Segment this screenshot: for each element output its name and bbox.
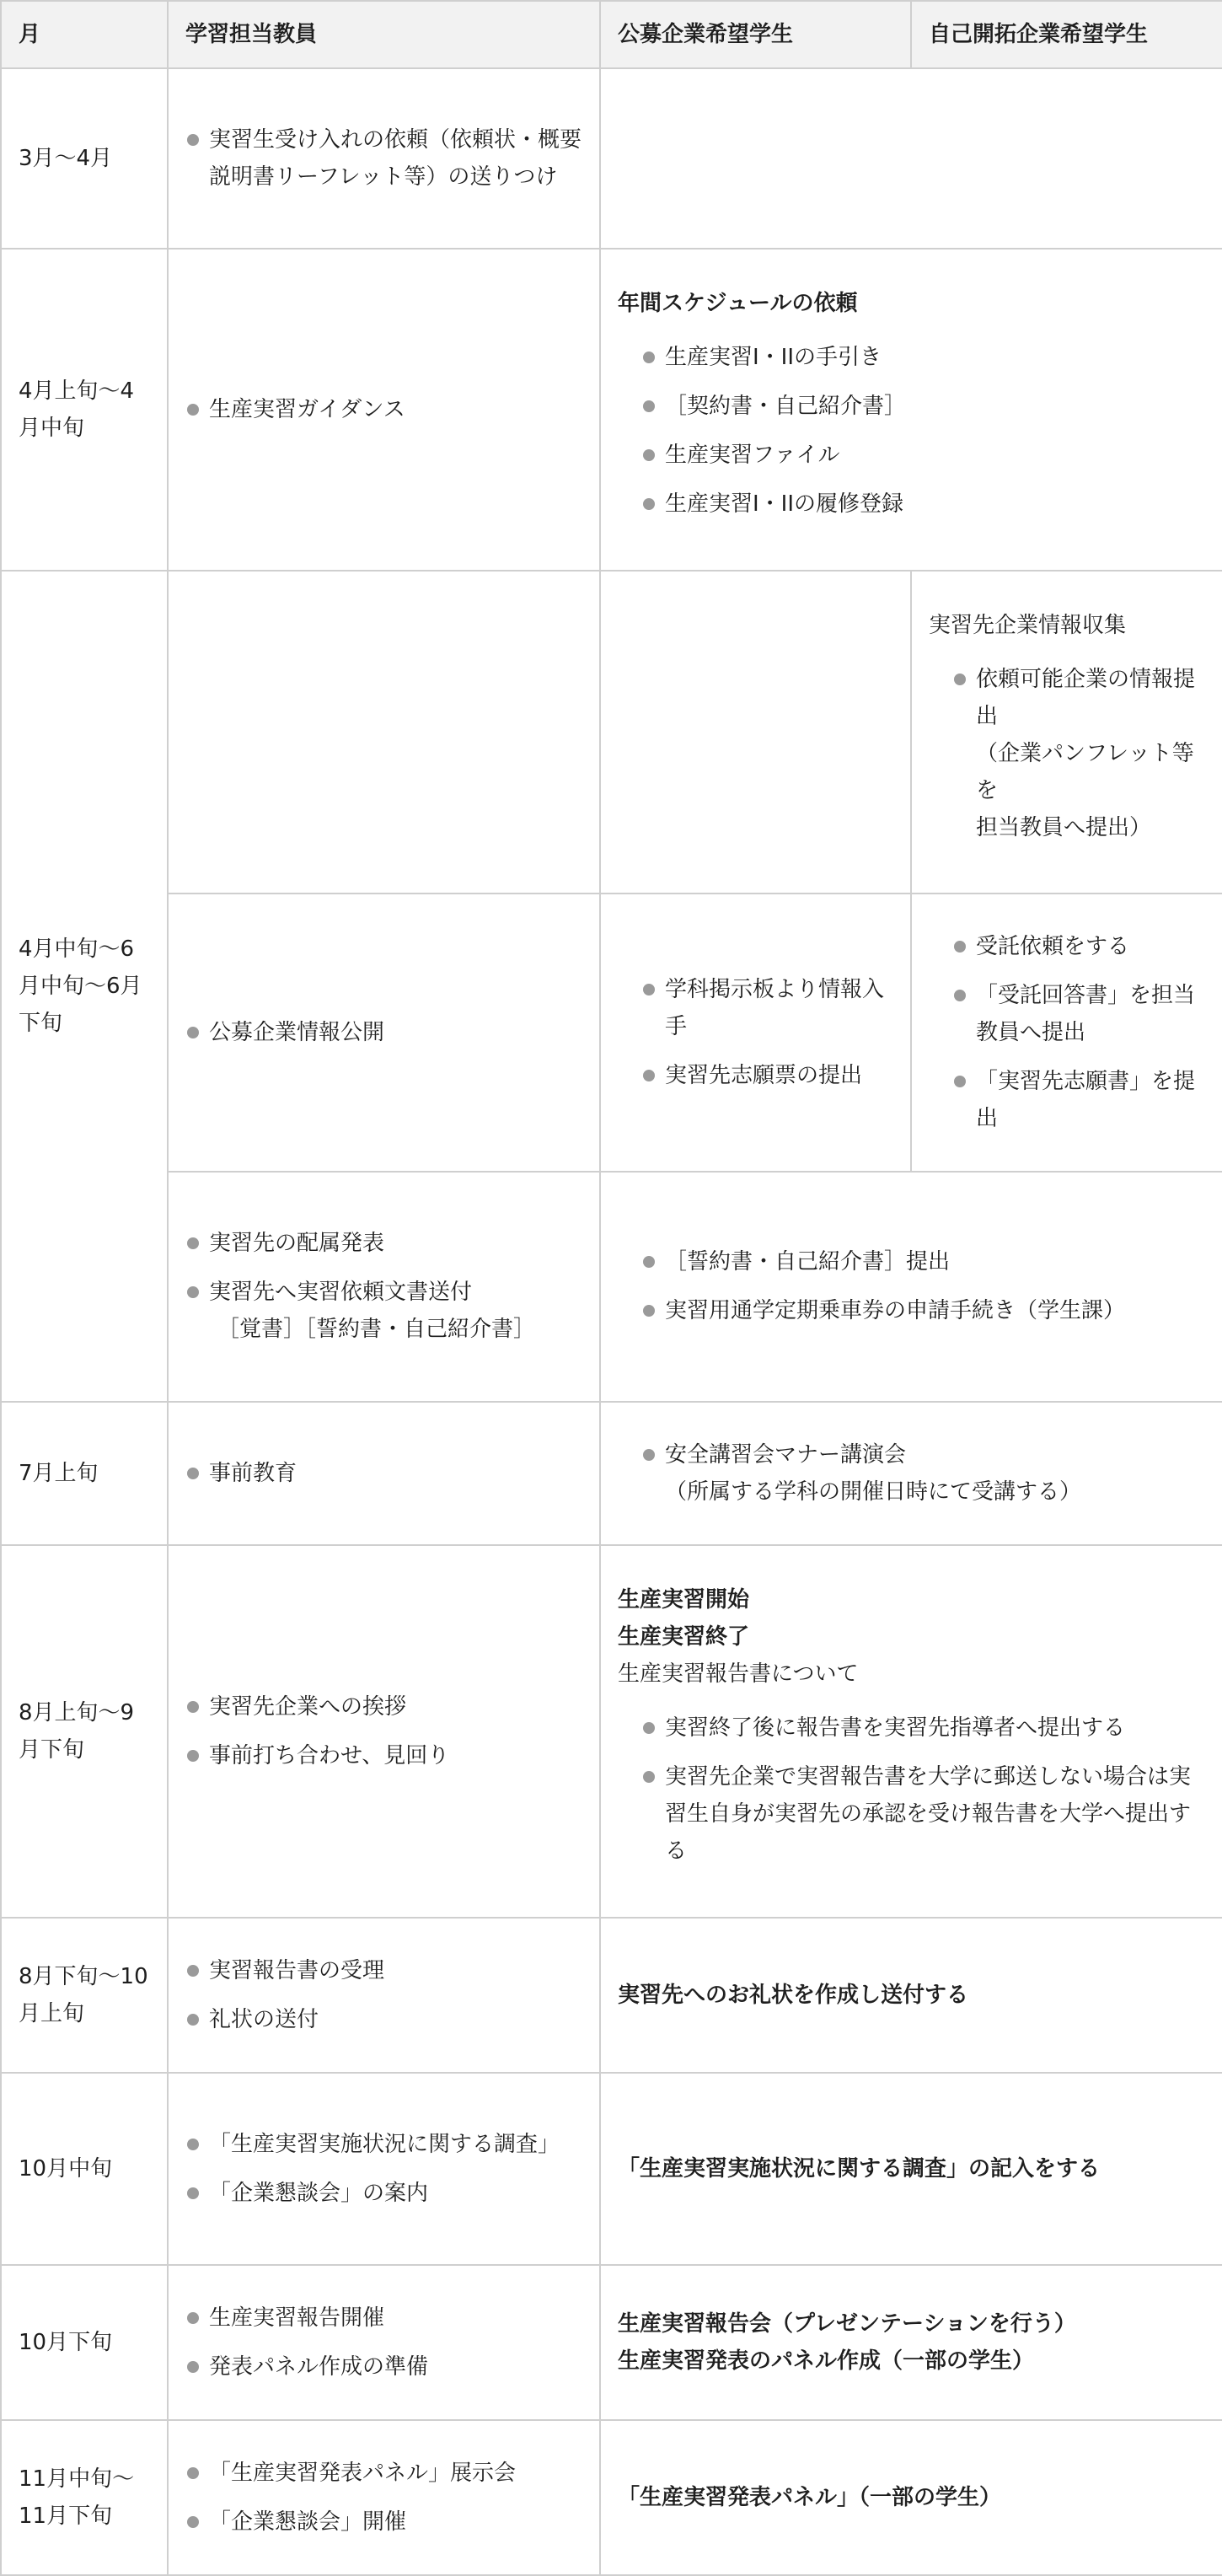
student-heading: 生産実習発表のパネル作成（一部の学生） — [618, 2348, 1035, 2374]
month-cell: 3月〜4月 — [1, 68, 168, 249]
table-row — [1, 2073, 1222, 2265]
teacher-cell — [168, 1172, 600, 1401]
student-cell — [600, 68, 1222, 249]
table-row — [1, 1402, 1222, 1545]
table-row — [1, 249, 1222, 571]
list-item: 事前教育 — [185, 1455, 582, 1492]
month-cell: 4月上旬〜4月中旬 — [1, 249, 168, 571]
student-heading: 年間スケジュールの依頼 — [618, 291, 858, 317]
student-cell: 「生産実習実施状況に関する調査」の記入をする — [600, 2073, 1222, 2265]
list-item: 発表パネル作成の準備 — [185, 2348, 582, 2385]
teacher-cell — [168, 249, 600, 571]
teacher-cell — [168, 1402, 600, 1545]
list-item: 礼状の送付 — [185, 2001, 582, 2038]
teacher-cell — [168, 571, 600, 894]
list-item: 「企業懇談会」の案内 — [185, 2175, 582, 2212]
header-month: 月 — [1, 1, 168, 68]
header-public-students: 公募企業希望学生 — [600, 1, 911, 68]
list-item: 実習先志願票の提出 — [641, 1057, 893, 1094]
table-row — [1, 1918, 1222, 2073]
list-item: 「企業懇談会」開催 — [185, 2504, 582, 2541]
list-item: 生産実習ファイル — [641, 437, 1205, 474]
header-row — [1, 1, 1222, 68]
student-heading: 生産実習終了 — [618, 1623, 750, 1650]
student-cell: 実習先へのお礼状を作成し送付する — [600, 1918, 1222, 2073]
teacher-cell — [168, 2073, 600, 2265]
month-cell: 8月上旬〜9月下旬 — [1, 1545, 168, 1918]
student-cell — [600, 1172, 1222, 1401]
list-item: 実習終了後に報告書を実習先指導者へ提出する — [641, 1709, 1205, 1747]
public-student-cell — [600, 894, 911, 1172]
list-item: 「受託回答書」を担当教員へ提出 — [952, 977, 1205, 1051]
list-item: 実習報告書の受理 — [185, 1952, 582, 1989]
student-cell: 「生産実習発表パネル」（一部の学生） — [600, 2420, 1222, 2575]
header-self-students: 自己開拓企業希望学生 — [911, 1, 1222, 68]
list-item: 「生産実習実施状況に関する調査」 — [185, 2126, 582, 2163]
list-item: 依頼可能企業の情報提出 （企業パンフレット等を 担当教員へ提出） — [952, 661, 1205, 846]
list-item: 生産実習報告開催 — [185, 2300, 582, 2337]
self-heading: 実習先企業情報収集 — [929, 612, 1127, 638]
month-cell: 8月下旬〜10月上旬 — [1, 1918, 168, 2073]
month-cell: 11月中旬〜11月下旬 — [1, 2420, 168, 2575]
list-item: 実習先企業で実習報告書を大学に郵送しない場合は実習生自身が実習先の承認を受け報告書を大学へ提出する — [641, 1758, 1205, 1870]
list-item: 生産実習I・IIの手引き — [641, 339, 1205, 376]
list-item: 事前打ち合わせ、見回り — [185, 1737, 582, 1774]
table-row — [1, 68, 1222, 249]
teacher-cell — [168, 1545, 600, 1918]
month-cell: 4月中旬〜6月中旬〜6月下旬 — [1, 571, 168, 1401]
list-item: 生産実習ガイダンス — [185, 391, 582, 428]
list-item: 「生産実習発表パネル」展示会 — [185, 2455, 582, 2492]
month-cell: 10月中旬 — [1, 2073, 168, 2265]
table-row — [1, 571, 1222, 894]
student-cell — [600, 2265, 1222, 2420]
list-item: 実習先へ実習依頼文書送付 ［覚書］［誓約書・自己紹介書］ — [185, 1274, 582, 1348]
list-item: 学科掲示板より情報入手 — [641, 971, 893, 1045]
student-cell — [600, 249, 1222, 571]
table-row — [1, 1545, 1222, 1918]
list-item: 生産実習I・IIの履修登録 — [641, 486, 1205, 523]
table-row — [1, 894, 1222, 1172]
self-student-cell — [911, 894, 1222, 1172]
student-text: 生産実習報告書について — [618, 1661, 859, 1687]
public-student-cell — [600, 571, 911, 894]
teacher-cell — [168, 2420, 600, 2575]
teacher-cell — [168, 2265, 600, 2420]
student-heading: 生産実習開始 — [618, 1586, 750, 1613]
self-student-cell — [911, 571, 1222, 894]
table-row — [1, 1172, 1222, 1401]
list-item: 実習先の配属発表 — [185, 1225, 582, 1262]
list-item: ［契約書・自己紹介書］ — [641, 388, 1205, 425]
student-cell — [600, 1402, 1222, 1545]
list-item: ［誓約書・自己紹介書］提出 — [641, 1243, 1205, 1280]
teacher-cell — [168, 894, 600, 1172]
table-row — [1, 2265, 1222, 2420]
list-item: 実習先企業への挨拶 — [185, 1688, 582, 1725]
header-teacher: 学習担当教員 — [168, 1, 600, 68]
list-item: 実習用通学定期乗車券の申請手続き（学生課） — [641, 1292, 1205, 1329]
teacher-cell — [168, 1918, 600, 2073]
month-cell: 7月上旬 — [1, 1402, 168, 1545]
month-cell: 10月下旬 — [1, 2265, 168, 2420]
list-item: 公募企業情報公開 — [185, 1014, 582, 1051]
list-item: 実習生受け入れの依頼（依頼状・概要説明書リーフレット等）の送りつけ — [185, 121, 582, 196]
list-item: 受託依頼をする — [952, 928, 1205, 965]
table-row — [1, 2420, 1222, 2575]
list-item: 安全講習会マナー講演会 （所属する学科の開催日時にて受講する） — [641, 1436, 1205, 1511]
student-cell — [600, 1545, 1222, 1918]
teacher-cell — [168, 68, 600, 249]
student-heading: 生産実習報告会（プレゼンテーションを行う） — [618, 2310, 1076, 2337]
list-item: 「実習先志願書」を提出 — [952, 1063, 1205, 1137]
